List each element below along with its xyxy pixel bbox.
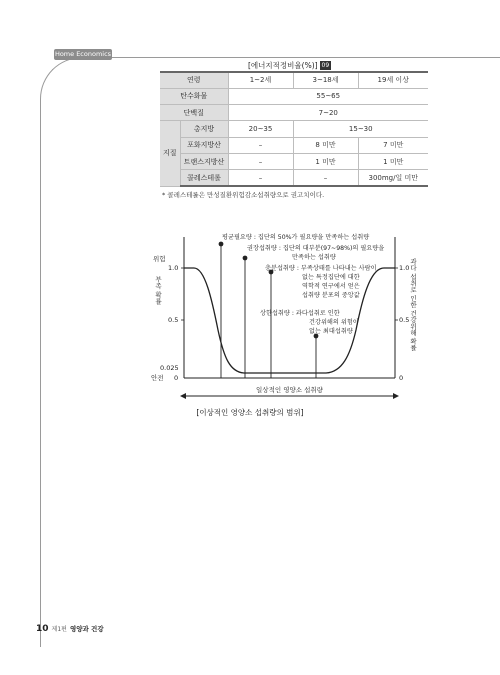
section-tab: Home Economics [54, 50, 112, 58]
cell-protein: 7~20 [228, 105, 428, 121]
cell-trans-fat-3: 1 미만 [358, 153, 428, 169]
left-axis-label: 부족 확률 [154, 276, 162, 305]
col-header-3: 19세 이상 [358, 72, 428, 88]
row-label-sat-fat: 포화지방산 [180, 137, 228, 153]
cell-cholesterol-3: 300mg/일 미만 [358, 170, 428, 186]
cell-sat-fat-2: 8 미만 [293, 137, 358, 153]
cell-sat-fat-3: 7 미만 [358, 137, 428, 153]
footer-chapter: 영양과 건강 [69, 625, 104, 633]
right-tick-05: 0.5 [399, 316, 410, 324]
chart-caption: [이상적인 영양소 섭취량의 범위] [196, 408, 304, 417]
page-number: 10 [36, 624, 49, 634]
row-label-protein: 단백질 [160, 105, 228, 121]
cell-lipid-total-1: 20~35 [228, 121, 293, 137]
table-note: * 콜레스테롤은 만성질환위험감소섭취량으로 권고치이다. [162, 191, 325, 199]
left-tick-1: 1.0 [168, 264, 179, 272]
cell-lipid-total-2: 15~30 [293, 121, 428, 137]
cell-carb: 55~65 [228, 88, 428, 104]
row-label-carb: 탄수화물 [160, 88, 228, 104]
table-number-badge: 09 [321, 62, 330, 69]
annotation-ai-2: 없는 특정집단에 대한 [302, 274, 360, 281]
left-top-label: 위험 [153, 255, 166, 263]
col-header-1: 1~2세 [228, 72, 293, 88]
page-footer [36, 624, 104, 634]
cell-cholesterol-1: – [228, 170, 293, 186]
annotation-ai-4: 섭취량 분포의 중앙값 [302, 292, 360, 299]
cell-cholesterol-2: – [293, 170, 358, 186]
cell-sat-fat-1: – [228, 137, 293, 153]
left-tick-0025: 0.025 [160, 364, 179, 372]
x-axis-label: 일상적인 영양소 섭취량 [256, 386, 323, 394]
annotation-ul-1: 상한섭취량 : 과다섭취로 인한 [260, 310, 340, 317]
row-group-lipid: 지질 [160, 121, 180, 186]
col-header-2: 3~18세 [293, 72, 358, 88]
marker-dot-rni [243, 256, 248, 261]
cell-trans-fat-2: 1 미만 [293, 153, 358, 169]
annotation-ul-3: 없는 최대섭취량 [309, 328, 353, 335]
annotation-rni-2: 만족하는 섭취량 [292, 254, 336, 261]
annotation-ai-1: 충분섭취량 : 부족상태를 나타내는 사람이 [265, 265, 377, 272]
annotation-rni-1: 권장섭취량 : 집단의 대부분(97~98%)의 필요량을 [247, 245, 385, 252]
x-arrow-right-head [393, 393, 399, 399]
cell-trans-fat-1: – [228, 153, 293, 169]
footer-part: 제1편 [51, 626, 67, 633]
left-tick-05: 0.5 [168, 316, 179, 324]
annotation-ul-2: 건강위해의 위험이 [309, 319, 359, 326]
row-label-cholesterol: 콜레스테롤 [180, 170, 228, 186]
right-tick-0: 0 [399, 374, 404, 382]
col-header-age: 연령 [160, 72, 228, 88]
right-axis-label: 과다 섭취로 인한 건강위해 확률 [409, 258, 417, 351]
left-bottom-label: 안전 [151, 374, 164, 382]
x-arrow-left-head [180, 393, 186, 399]
row-label-trans-fat: 트랜스지방산 [180, 153, 228, 169]
right-tick-1: 1.0 [399, 264, 410, 272]
row-label-lipid-total: 총지방 [180, 121, 228, 137]
annotation-ai-3: 역학적 연구에서 얻은 [302, 283, 360, 290]
left-tick-0: 0 [174, 374, 179, 382]
table-title-text: [에너지적정비율(%)] [248, 61, 318, 70]
probability-curve [184, 268, 395, 373]
annotation-ear: 평균필요량 : 집단의 50%가 필요량을 만족하는 섭취량 [222, 234, 370, 241]
marker-dot-ear [219, 242, 224, 247]
